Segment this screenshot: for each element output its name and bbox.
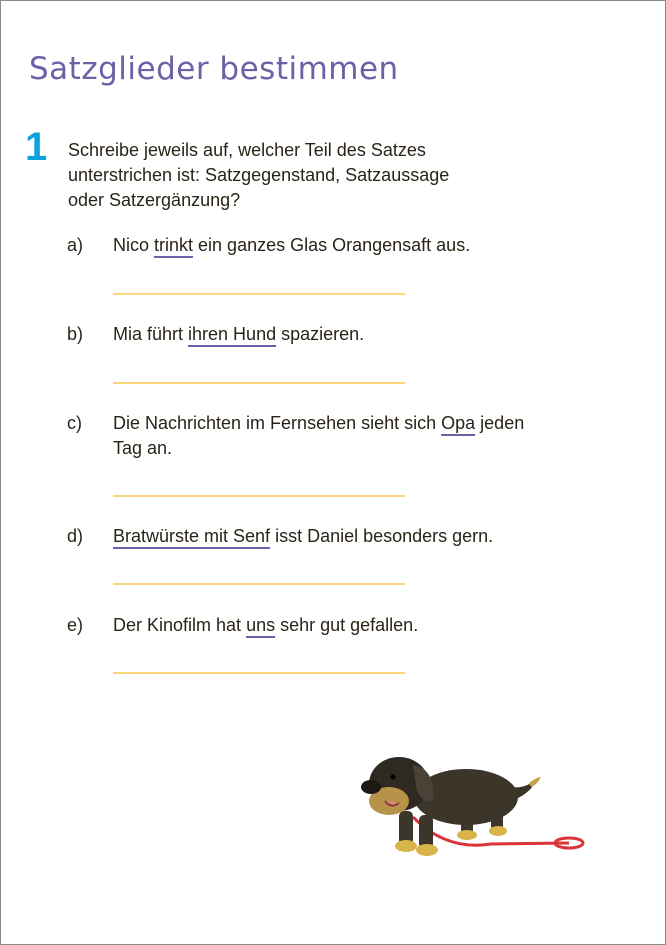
item-sentence xyxy=(113,411,533,461)
instruction-line: oder Satzergänzung? xyxy=(68,190,241,210)
item-label: b) xyxy=(67,324,84,344)
task-number: 1 xyxy=(25,125,48,169)
item-label: c) xyxy=(67,413,82,433)
sentence-text: spazieren. xyxy=(276,324,365,344)
item-sentence xyxy=(113,613,533,638)
sentence-text: jeden Tag an. xyxy=(113,413,525,458)
underlined-part: uns xyxy=(246,615,276,635)
underlined-part: Bratwürste mit Senf xyxy=(113,526,271,546)
item-sentence xyxy=(113,233,533,258)
sentence-text: Die Nachrichten im Fernsehen sieht sich xyxy=(113,413,442,433)
dog-illustration-icon xyxy=(351,739,591,869)
sentence-text: Der Kinofilm hat xyxy=(113,615,247,635)
task-instruction xyxy=(68,138,528,213)
item-label: e) xyxy=(67,615,84,635)
item-sentence xyxy=(113,322,533,347)
item-label: d) xyxy=(67,526,84,546)
underlined-part: trinkt xyxy=(154,235,194,255)
underlined-part: ihren Hund xyxy=(188,324,277,344)
item-label: a) xyxy=(67,235,84,255)
instruction-line: Schreibe jeweils auf, welcher Teil des Satzes xyxy=(68,140,426,160)
sentence-text: Mia führt xyxy=(113,324,189,344)
answer-line-a[interactable] xyxy=(113,293,405,295)
sentence-text: ein ganzes Glas Orangensaft aus. xyxy=(193,235,471,255)
underlined-part: Opa xyxy=(441,413,476,433)
answer-line-e[interactable] xyxy=(113,672,405,674)
sentence-text: Nico xyxy=(113,235,155,255)
answer-line-b[interactable] xyxy=(113,382,405,384)
sentence-text: sehr gut gefallen. xyxy=(275,615,419,635)
page-title: Satzglieder bestimmen xyxy=(29,51,399,87)
instruction-line: unterstrichen ist: Satzgegenstand, Satzaussage xyxy=(68,165,450,185)
item-sentence xyxy=(113,524,533,549)
answer-line-c[interactable] xyxy=(113,495,405,497)
answer-line-d[interactable] xyxy=(113,583,405,585)
sentence-text: isst Daniel besonders gern. xyxy=(270,526,494,546)
